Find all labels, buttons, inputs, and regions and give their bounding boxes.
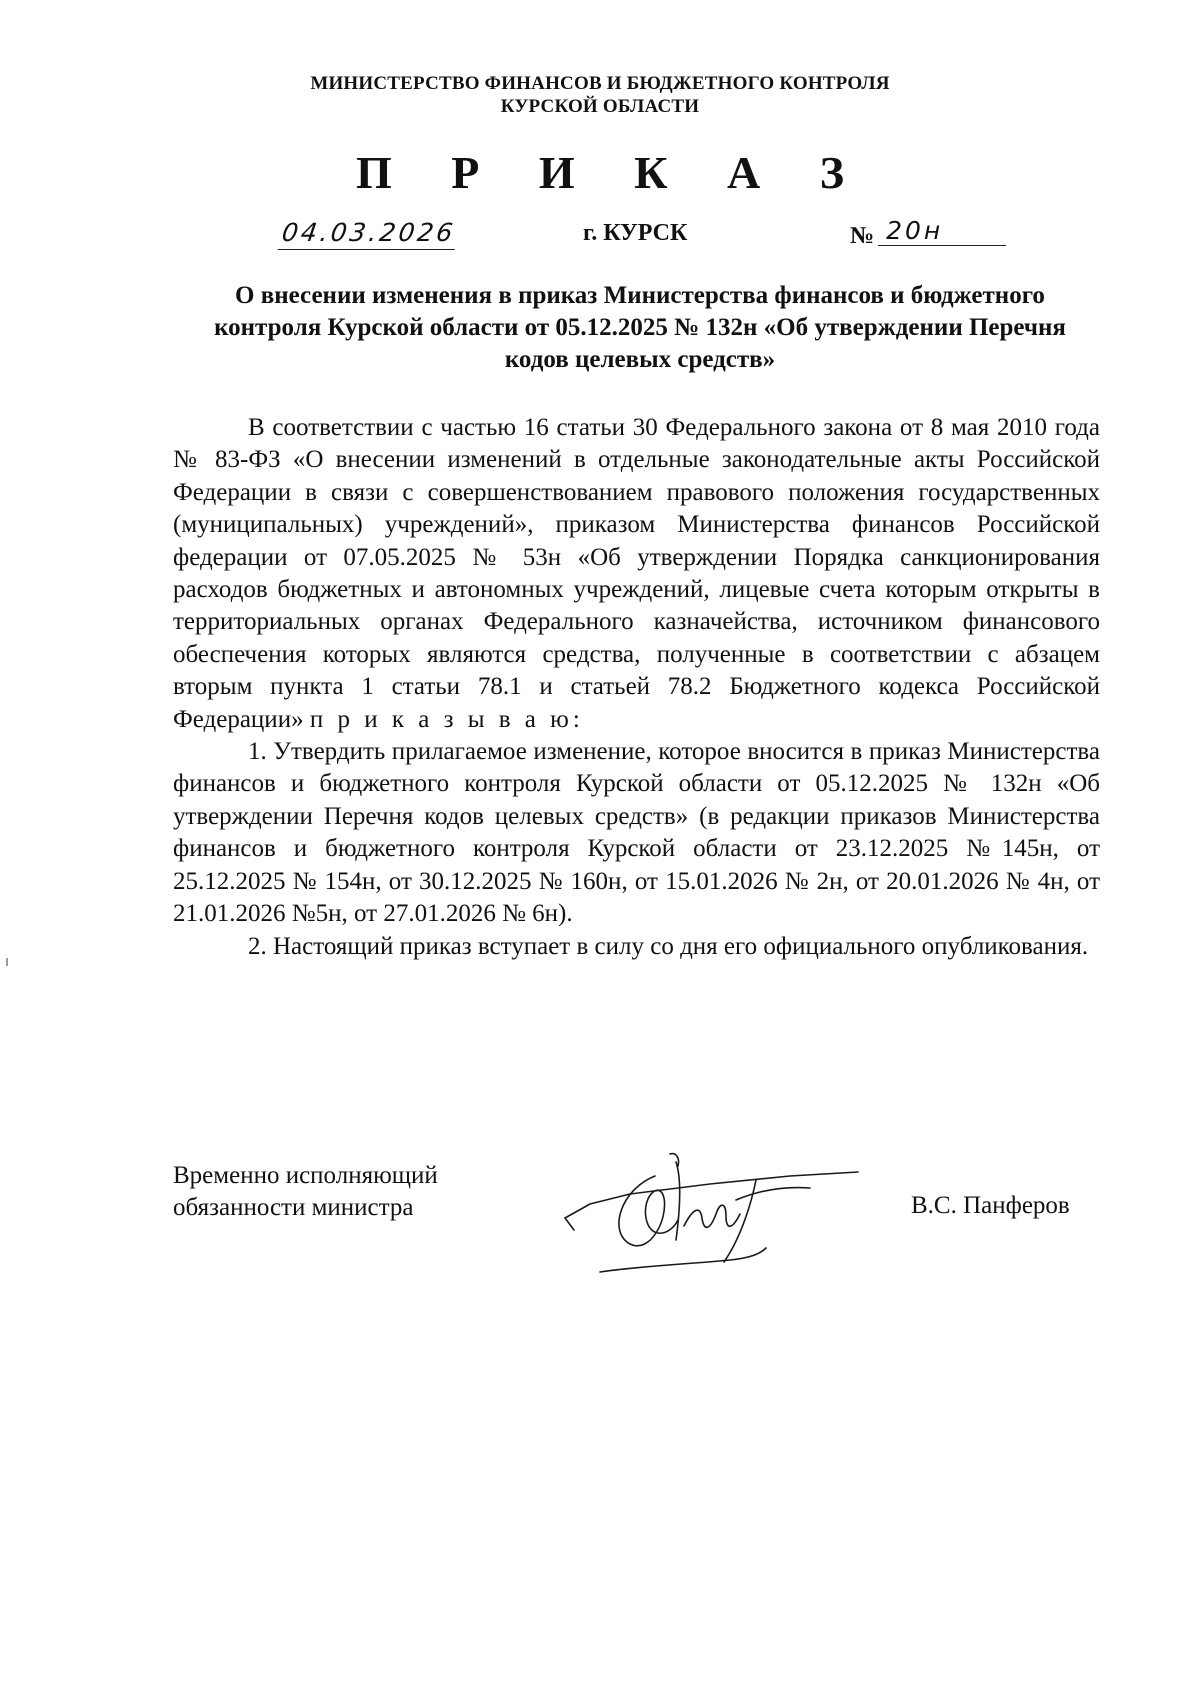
handwritten-date: 04.03.2026 bbox=[278, 218, 460, 250]
document-title: О внесении изменения в приказ Министерства финансов и бюджетного контроля Курской области от 05.12.2025 № 132н «Об утверждении Перечня кодов целевых средств» bbox=[214, 282, 1066, 373]
handwritten-signature bbox=[560, 1140, 860, 1280]
document-type-heading: П Р И К А З bbox=[355, 147, 868, 198]
position-line1: Временно исполняющий bbox=[173, 1162, 438, 1189]
signatory-name: В.С. Панферов bbox=[911, 1192, 1070, 1219]
ministry-header bbox=[0, 72, 1200, 118]
scan-margin-mark bbox=[6, 958, 8, 966]
order-number bbox=[850, 216, 1006, 250]
signatory-position bbox=[173, 1160, 438, 1224]
handwritten-number: 20н bbox=[878, 216, 1006, 246]
ministry-name-line2: КУРСКОЙ ОБЛАСТИ bbox=[500, 96, 700, 117]
item-2: 2. Настоящий приказ вступает в силу со дня его официального опубликования. bbox=[248, 932, 1089, 960]
preamble-text: В соответствии с частью 16 статьи 30 Федерального закона от 8 мая 2010 года № 83-ФЗ «О внесении изменений в отдельные законодательные акты Российской Федерации в связи с совершенствованием правового положения государственных (муниципальных) учреждений», приказом Министерства финансов Российской федерации от 07.05.2025 № 53н «Об утверждении Порядка санкционирования расходов бюджетных и автономных учреждений, лицевые счета которым открыты в территориальных органах Федерального казначейства, источником финансового обеспечения которых являются средства, полученные в соответствии с абзацем вторым пункта 1 статьи 78.1 и статьей 78.2 Бюджетного кодекса Российской Федерации» bbox=[173, 414, 1100, 733]
date-city-number-row bbox=[0, 218, 1200, 258]
position-line2: обязанности министра bbox=[173, 1194, 414, 1221]
ministry-name-line1: МИНИСТЕРСТВО ФИНАНСОВ И БЮДЖЕТНОГО КОНТРОЛЯ bbox=[310, 73, 890, 94]
preamble-paragraph bbox=[173, 412, 1100, 736]
city-label: г. КУРСК bbox=[583, 220, 688, 246]
item-1: 1. Утвердить прилагаемое изменение, которое вносится в приказ Министерства финансов и бюджетного контроля Курской области от 05.12.2025 № 132н «Об утверждении Перечня кодов целевых средств» (в редакции приказов Министерства финансов и бюджетного контроля Курской области от 23.12.2025 №145н, от 25.12.2025 № 154н, от 30.12.2025 № 160н, от 15.01.2026 № 2н, от 20.01.2026 № 4н, от 21.01.2026 №5н, от 27.01.2026 № 6н). bbox=[173, 738, 1100, 928]
order-word: п р и к а з ы в а ю: bbox=[309, 705, 584, 733]
document-body bbox=[173, 412, 1100, 963]
number-sign: № bbox=[850, 223, 875, 249]
